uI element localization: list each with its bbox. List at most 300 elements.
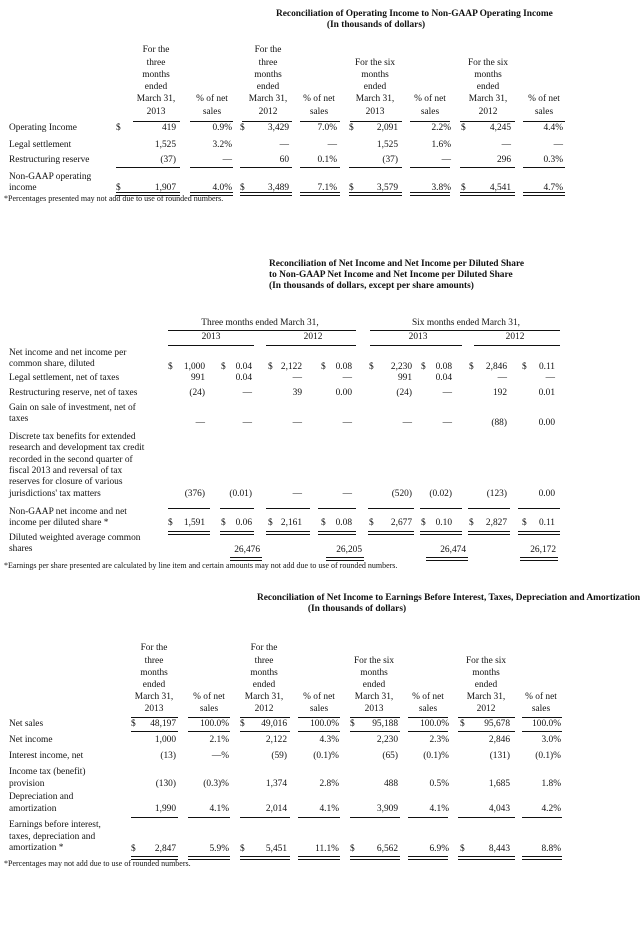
column-header: three: [254, 655, 274, 666]
header-rule: [458, 717, 515, 718]
column-header: 2012: [254, 703, 274, 714]
header-rule: [188, 717, 230, 718]
percent-cell: (0.3)%: [203, 779, 229, 789]
column-header: sales: [418, 703, 438, 714]
amount-cell: 3,579: [376, 183, 398, 193]
header-rule: [133, 121, 180, 122]
amount-cell: 2,230: [376, 735, 398, 745]
subtotal-rule: [131, 731, 178, 732]
total-rule: [240, 192, 292, 196]
footnote: *Percentages may not add due to use of rounded numbers.: [4, 859, 191, 868]
currency-symbol: $: [221, 362, 226, 372]
currency-symbol: $: [221, 518, 226, 529]
subtotal-rule: [522, 817, 562, 818]
per-share-cell: 0.11: [538, 362, 555, 372]
header-rule: [410, 121, 450, 122]
column-header: % of net: [303, 691, 335, 702]
column-header: March 31,: [354, 691, 394, 702]
subtotal-rule: [188, 731, 230, 732]
header-rule: [460, 121, 515, 122]
percent-cell: —: [553, 140, 563, 150]
amount-cell: 60: [279, 155, 289, 165]
per-share-cell: —: [342, 418, 352, 428]
subtotal-rule: [518, 508, 560, 509]
subtotal-rule: [131, 817, 178, 818]
shares-cell: 26,205: [336, 545, 362, 555]
amount-cell: 2,677: [390, 518, 412, 529]
subtotal-rule: [408, 817, 448, 818]
column-header: March 31,: [136, 94, 176, 105]
column-header: For the six: [467, 57, 509, 68]
per-share-cell: 0.08: [335, 518, 352, 529]
subtotal-rule: [190, 167, 233, 168]
row-label: income: [9, 183, 37, 193]
header-rule: [190, 121, 233, 122]
per-share-cell: 0.08: [435, 362, 452, 372]
percent-cell: (0.1)%: [313, 751, 339, 761]
row-label: common share, diluted: [9, 359, 95, 370]
row-label: income per diluted share *: [9, 518, 109, 529]
amount-cell: (65): [382, 751, 398, 761]
amount-cell: 49,016: [261, 719, 287, 729]
percent-cell: 7.1%: [317, 183, 337, 193]
subtotal-rule: [266, 508, 310, 509]
table1-subtitle: (In thousands of dollars): [326, 20, 426, 30]
subtotal-rule: [468, 508, 510, 509]
currency-symbol: $: [168, 518, 173, 529]
total-rule: [426, 557, 468, 561]
per-share-cell: (0.01): [229, 488, 252, 499]
subtotal-rule: [188, 817, 230, 818]
subtotal-rule: [350, 731, 400, 732]
currency-symbol: $: [116, 123, 121, 133]
amount-cell: —: [292, 488, 302, 499]
currency-symbol: $: [461, 123, 466, 133]
total-rule: [318, 531, 356, 535]
row-label: Depreciation and: [9, 792, 74, 802]
row-label: provision: [9, 778, 45, 789]
row-label: Restructuring reserve: [9, 155, 90, 165]
column-header: March 31,: [355, 94, 395, 105]
amount-cell: 2,161: [280, 518, 302, 529]
percent-cell: 2.1%: [209, 735, 229, 745]
amount-cell: (88): [491, 418, 507, 428]
amount-cell: 2,847: [154, 844, 176, 854]
header-rule: [370, 330, 560, 331]
row-label: Legal settlement, net of taxes: [9, 373, 120, 383]
column-header: months: [472, 667, 500, 678]
per-share-cell: 0.04: [435, 373, 452, 383]
amount-cell: 3,429: [267, 123, 289, 133]
row-label: Diluted weighted average common: [9, 533, 141, 543]
per-share-cell: (0.02): [429, 488, 452, 499]
row-label: recorded in the second quarter of: [9, 454, 133, 465]
row-label: Operating Income: [9, 123, 77, 133]
amount-cell: 4,245: [489, 123, 511, 133]
amount-cell: —: [497, 373, 507, 383]
per-share-cell: 0.06: [235, 518, 252, 529]
row-label: Net income and net income per: [9, 348, 127, 358]
currency-symbol: $: [350, 844, 355, 854]
currency-symbol: $: [369, 518, 374, 529]
header-rule: [240, 717, 290, 718]
header-rule: [522, 717, 562, 718]
subtotal-rule: [350, 817, 400, 818]
amount-cell: 1,907: [154, 183, 176, 193]
total-rule: [168, 531, 210, 535]
column-header: 2012: [476, 703, 496, 714]
row-label: amortization: [9, 803, 57, 814]
column-header: three: [146, 57, 166, 68]
amount-cell: (130): [155, 779, 176, 789]
table2-subtitle: (In thousands of dollars, except per share amounts): [269, 281, 474, 291]
column-header: % of net: [528, 94, 560, 105]
row-label: Net income: [9, 735, 53, 745]
percent-cell: (0.1)%: [423, 751, 449, 761]
header-rule: [523, 121, 565, 122]
per-share-cell: —: [342, 373, 352, 383]
amount-cell: 1,525: [154, 140, 176, 150]
currency-symbol: $: [240, 183, 245, 193]
column-header: sales: [202, 106, 222, 117]
percent-cell: 6.9%: [429, 844, 449, 854]
amount-cell: (37): [382, 155, 398, 165]
percent-cell: 4.2%: [541, 804, 561, 814]
per-share-cell: 0.11: [538, 518, 555, 529]
percent-cell: 0.3%: [543, 155, 563, 165]
amount-cell: (59): [271, 751, 287, 761]
table1-title: Reconciliation of Operating Income to Non-GAAP Operating Income: [276, 9, 553, 19]
row-label: Restructuring reserve, net of taxes: [9, 388, 138, 398]
header-rule: [266, 345, 356, 346]
subtotal-rule: [420, 508, 462, 509]
per-share-cell: —: [545, 373, 555, 383]
footnote: *Earnings per share presented are calculated by line item and certain amounts may not add due to use of rounded numbers.: [4, 561, 398, 570]
row-label: Income tax (benefit): [9, 767, 86, 777]
column-header: sales: [420, 106, 440, 117]
amount-cell: 5,451: [265, 844, 287, 854]
percent-cell: 11.1%: [315, 844, 339, 854]
year-header: 2012: [303, 332, 323, 342]
percent-cell: —: [327, 140, 337, 150]
amount-cell: —: [292, 373, 302, 383]
percent-cell: —: [441, 155, 451, 165]
column-header: sales: [531, 703, 551, 714]
row-label: research and development tax credit: [9, 443, 145, 454]
percent-cell: 100.0%: [420, 719, 449, 729]
table3-title: Reconciliation of Net Income to Earnings Before Interest, Taxes, Depreciation and Amortization: [257, 593, 641, 603]
column-header: months: [140, 667, 168, 678]
row-label: amortization *: [9, 843, 64, 854]
amount-cell: 991: [190, 373, 205, 383]
currency-symbol: $: [168, 362, 173, 372]
column-header: March 31,: [248, 94, 288, 105]
per-share-cell: —: [242, 418, 252, 428]
row-label: Interest income, net: [9, 751, 84, 761]
amount-cell: (24): [396, 388, 412, 398]
total-rule: [220, 531, 254, 535]
amount-cell: (376): [184, 488, 205, 499]
per-share-cell: 0.10: [435, 518, 452, 529]
per-share-cell: —: [242, 388, 252, 398]
total-rule: [460, 192, 515, 196]
header-rule: [131, 717, 178, 718]
per-share-cell: 0.04: [235, 373, 252, 383]
per-share-cell: 0.08: [335, 362, 352, 372]
percent-cell: 0.1%: [317, 155, 337, 165]
currency-symbol: $: [321, 362, 326, 372]
amount-cell: 419: [161, 123, 176, 133]
subtotal-rule: [168, 508, 210, 509]
column-header: months: [474, 69, 502, 80]
amount-cell: (37): [160, 155, 176, 165]
amount-cell: 296: [496, 155, 511, 165]
percent-cell: 7.0%: [317, 123, 337, 133]
total-rule: [408, 856, 448, 860]
amount-cell: 488: [383, 779, 398, 789]
total-rule: [368, 531, 414, 535]
total-rule: [266, 531, 310, 535]
row-label: Discrete tax benefits for extended: [9, 432, 136, 442]
percent-cell: 5.9%: [209, 844, 229, 854]
column-header: ended: [144, 82, 168, 93]
currency-symbol: $: [240, 123, 245, 133]
total-rule: [520, 557, 558, 561]
column-header: 2013: [364, 703, 384, 714]
column-header: sales: [309, 703, 329, 714]
percent-cell: 4.1%: [319, 804, 339, 814]
per-share-cell: —: [442, 418, 452, 428]
total-rule: [350, 856, 400, 860]
amount-cell: 3,489: [267, 183, 289, 193]
currency-symbol: $: [461, 183, 466, 193]
percent-cell: 100.0%: [310, 719, 339, 729]
header-rule: [350, 121, 402, 122]
per-share-cell: —: [442, 388, 452, 398]
column-header: three: [144, 655, 164, 666]
column-header: months: [142, 69, 170, 80]
subtotal-rule: [298, 731, 340, 732]
amount-cell: 2,846: [488, 735, 510, 745]
column-header: ended: [142, 679, 166, 690]
column-header: For the: [140, 643, 168, 654]
amount-cell: —: [402, 418, 412, 428]
amount-cell: (24): [189, 388, 205, 398]
amount-cell: 1,525: [376, 140, 398, 150]
amount-cell: 2,122: [280, 362, 302, 372]
subtotal-rule: [240, 817, 290, 818]
row-label: shares: [9, 544, 33, 555]
table3-subtitle: (In thousands of dollars): [307, 604, 407, 614]
column-header: % of net: [412, 691, 444, 702]
column-header: For the six: [353, 655, 395, 666]
column-group-header: Six months ended March 31,: [411, 318, 521, 328]
column-header: sales: [534, 106, 554, 117]
subtotal-rule: [220, 508, 254, 509]
percent-cell: 1.6%: [431, 140, 451, 150]
footnote: *Percentages presented may not add due to use of rounded numbers.: [4, 194, 224, 203]
currency-symbol: $: [321, 518, 326, 529]
percent-cell: 2.2%: [431, 123, 451, 133]
currency-symbol: $: [460, 719, 465, 729]
shares-cell: 26,172: [530, 545, 556, 555]
amount-cell: (131): [489, 751, 510, 761]
column-header: 2013: [146, 106, 166, 117]
per-share-cell: 0.00: [538, 488, 555, 499]
per-share-cell: 0.04: [235, 362, 252, 372]
column-header: months: [254, 69, 282, 80]
amount-cell: —: [195, 418, 205, 428]
amount-cell: 2,846: [485, 362, 507, 372]
amount-cell: 991: [397, 373, 412, 383]
percent-cell: 2.8%: [319, 779, 339, 789]
currency-symbol: $: [460, 844, 465, 854]
column-group-header: Three months ended March 31,: [201, 318, 319, 328]
header-rule: [474, 345, 560, 346]
amount-cell: 2,827: [485, 518, 507, 529]
column-header: ended: [252, 679, 276, 690]
amount-cell: —: [292, 418, 302, 428]
percent-cell: —%: [211, 751, 229, 761]
column-header: % of net: [525, 691, 557, 702]
shares-cell: 26,476: [234, 545, 260, 555]
percent-cell: (0.1)%: [535, 751, 561, 761]
column-header: ended: [476, 82, 500, 93]
currency-symbol: $: [131, 719, 136, 729]
year-header: 2013: [408, 332, 428, 342]
total-rule: [518, 531, 560, 535]
column-header: March 31,: [468, 94, 508, 105]
subtotal-rule: [460, 167, 515, 168]
amount-cell: 2,091: [376, 123, 398, 133]
subtotal-rule: [368, 508, 414, 509]
amount-cell: 1,591: [183, 518, 205, 529]
column-header: ended: [362, 679, 386, 690]
currency-symbol: $: [469, 518, 474, 529]
per-share-cell: 0.01: [538, 388, 555, 398]
row-label: jurisdictions' tax matters: [9, 488, 101, 499]
percent-cell: 4.1%: [209, 804, 229, 814]
subtotal-rule: [458, 817, 515, 818]
subtotal-rule: [298, 817, 340, 818]
subtotal-rule: [240, 167, 292, 168]
header-rule: [408, 717, 448, 718]
header-rule: [370, 345, 462, 346]
column-header: % of net: [196, 94, 228, 105]
per-share-cell: 0.00: [538, 418, 555, 428]
total-rule: [240, 856, 290, 860]
subtotal-rule: [522, 731, 562, 732]
header-rule: [242, 121, 292, 122]
row-label: Legal settlement: [9, 140, 72, 150]
column-header: sales: [199, 703, 219, 714]
total-rule: [349, 192, 402, 196]
shares-cell: 26,474: [440, 545, 466, 555]
percent-cell: 4.3%: [319, 735, 339, 745]
row-label: fiscal 2013 and reversal of tax: [9, 465, 123, 476]
column-header: sales: [309, 106, 329, 117]
percent-cell: 4.1%: [429, 804, 449, 814]
year-header: 2012: [505, 332, 525, 342]
currency-symbol: $: [522, 518, 527, 529]
amount-cell: —: [501, 140, 511, 150]
header-rule: [298, 717, 340, 718]
column-header: ended: [363, 82, 387, 93]
amount-cell: (520): [391, 488, 412, 499]
percent-cell: 4.7%: [543, 183, 563, 193]
amount-cell: 48,197: [150, 719, 176, 729]
row-label: Non-GAAP net income and net: [9, 507, 127, 517]
amount-cell: 2,014: [265, 804, 287, 814]
column-header: March 31,: [466, 691, 506, 702]
percent-cell: —: [222, 155, 232, 165]
currency-symbol: $: [349, 123, 354, 133]
row-label: reserves for closure of various: [9, 477, 123, 488]
total-rule: [420, 531, 462, 535]
year-header: 2013: [201, 332, 221, 342]
header-rule: [350, 717, 400, 718]
column-header: months: [360, 667, 388, 678]
subtotal-rule: [408, 731, 448, 732]
percent-cell: 100.0%: [200, 719, 229, 729]
percent-cell: 2.3%: [429, 735, 449, 745]
column-header: % of net: [414, 94, 446, 105]
column-header: For the: [250, 643, 278, 654]
row-label: taxes: [9, 414, 29, 425]
amount-cell: 6,562: [376, 844, 398, 854]
currency-symbol: $: [131, 844, 136, 854]
column-header: March 31,: [244, 691, 284, 702]
amount-cell: 4,541: [489, 183, 511, 193]
amount-cell: 1,685: [488, 779, 510, 789]
column-header: ended: [256, 82, 280, 93]
currency-symbol: $: [469, 362, 474, 372]
column-header: 2012: [478, 106, 498, 117]
currency-symbol: $: [240, 844, 245, 854]
subtotal-rule: [349, 167, 402, 168]
amount-cell: 4,043: [488, 804, 510, 814]
row-label: taxes, depreciation and: [9, 831, 96, 842]
total-rule: [468, 531, 510, 535]
total-rule: [298, 856, 340, 860]
table2-title: Reconciliation of Net Income and Net Income per Diluted Share: [269, 259, 525, 269]
subtotal-rule: [458, 731, 515, 732]
currency-symbol: $: [369, 362, 374, 372]
amount-cell: 192: [492, 388, 507, 398]
row-label: Earnings before interest,: [9, 820, 101, 830]
amount-cell: 95,188: [372, 719, 398, 729]
subtotal-rule: [410, 167, 450, 168]
percent-cell: 4.4%: [543, 123, 563, 133]
column-header: months: [361, 69, 389, 80]
currency-symbol: $: [116, 183, 121, 193]
percent-cell: 4.0%: [212, 183, 232, 193]
column-header: months: [250, 667, 278, 678]
percent-cell: 0.9%: [212, 123, 232, 133]
currency-symbol: $: [240, 719, 245, 729]
total-rule: [522, 856, 562, 860]
amount-cell: (13): [160, 751, 176, 761]
column-header: % of net: [303, 94, 335, 105]
total-rule: [300, 192, 340, 196]
percent-cell: 3.8%: [431, 183, 451, 193]
amount-cell: 1,000: [183, 362, 205, 372]
amount-cell: 39: [292, 388, 302, 398]
currency-symbol: $: [350, 719, 355, 729]
column-header: three: [258, 57, 278, 68]
column-header: ended: [474, 679, 498, 690]
amount-cell: (123): [486, 488, 507, 499]
